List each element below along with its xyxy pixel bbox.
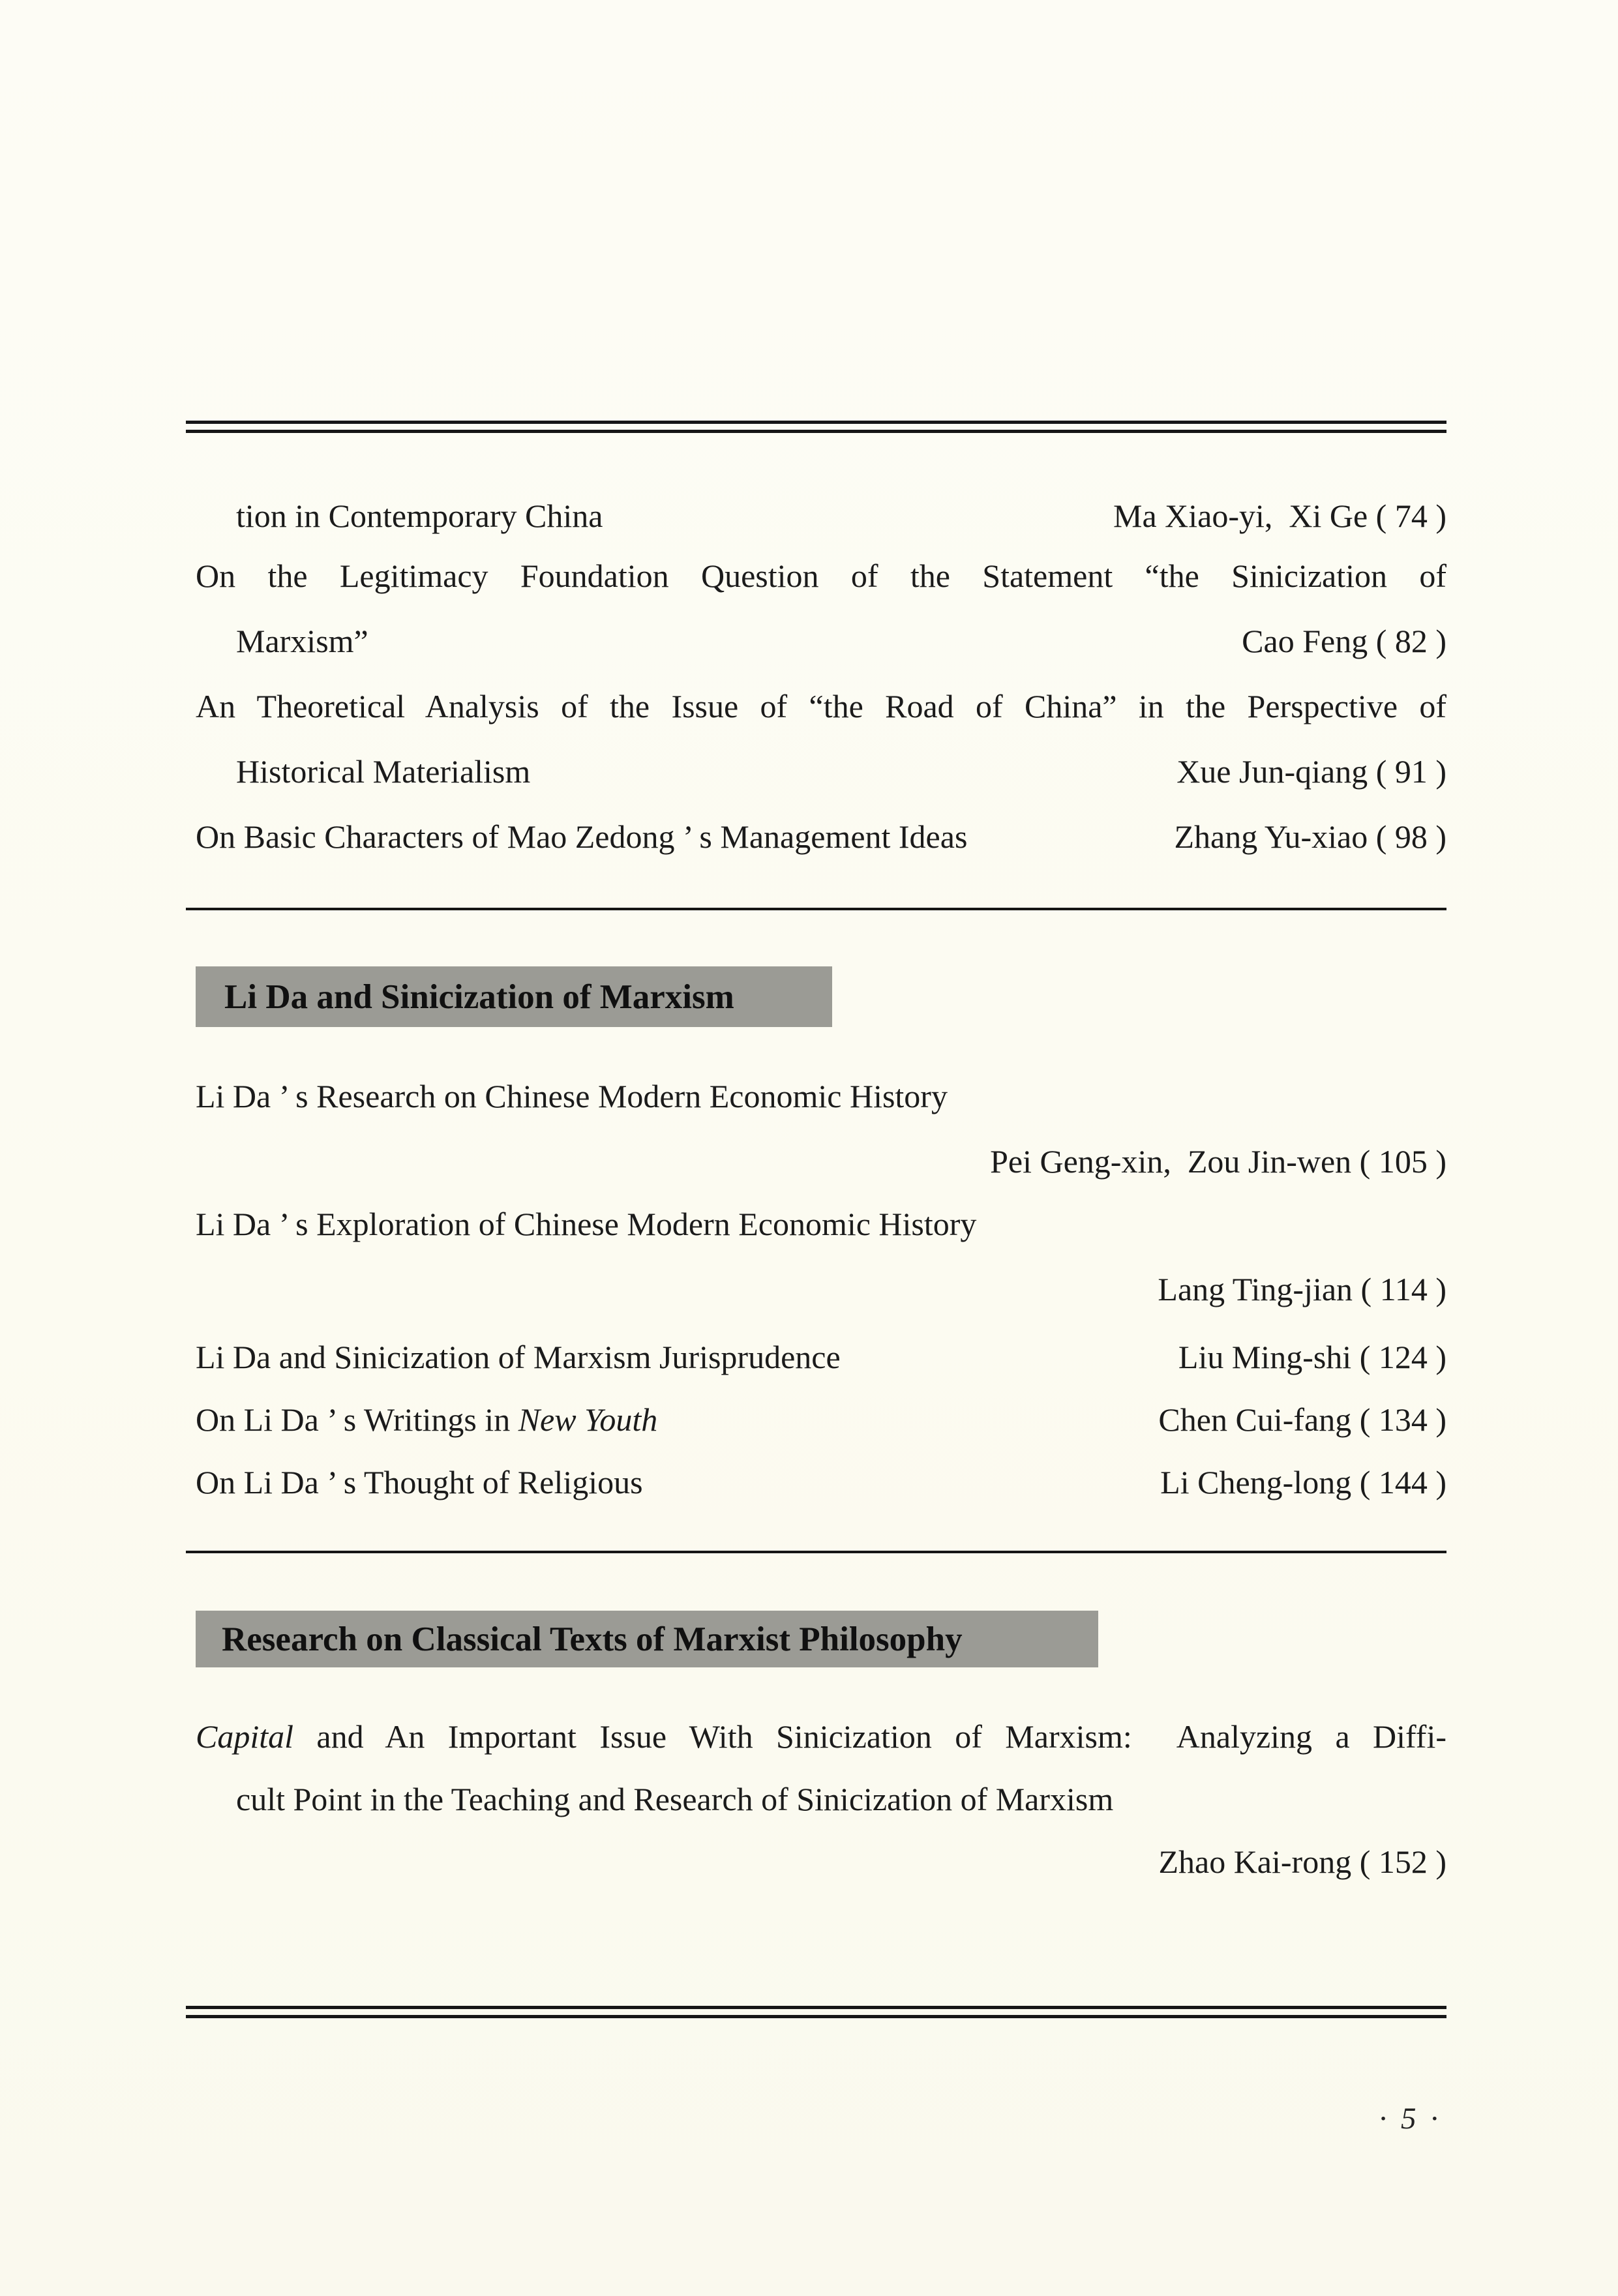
section-divider-rule bbox=[186, 908, 1446, 910]
toc-entry-line bbox=[196, 623, 1446, 659]
top-double-rule-lower bbox=[186, 430, 1446, 433]
entry-title: Li Da ’ s Exploration of Chinese Modern Economic History bbox=[196, 1206, 977, 1242]
entry-title: cult Point in the Teaching and Research of Sinicization of Marxism bbox=[236, 1781, 1114, 1817]
toc-entry-line bbox=[196, 558, 1446, 594]
toc-entry-line bbox=[196, 498, 1446, 534]
entry-title: Li Da and Sinicization of Marxism Jurisprudence bbox=[196, 1339, 841, 1375]
toc-entry-line bbox=[196, 1143, 1446, 1180]
bottom-double-rule-upper bbox=[186, 2006, 1446, 2009]
entry-author-page: Pei Geng-xin, Zou Jin-wen ( 105 ) bbox=[990, 1143, 1446, 1180]
toc-entry-line bbox=[196, 753, 1446, 790]
top-double-rule-upper bbox=[186, 421, 1446, 424]
entry-title: Historical Materialism bbox=[236, 753, 531, 790]
entry-title: An Theoretical Analysis of the Issue of “the Road of China” in the Perspective of bbox=[196, 688, 1446, 724]
entry-title-italic: Capital bbox=[196, 1718, 294, 1755]
toc-entry-line bbox=[196, 1078, 1446, 1114]
section-header-band bbox=[196, 1611, 1098, 1667]
entry-author-page: Ma Xiao-yi, Xi Ge ( 74 ) bbox=[1113, 498, 1446, 534]
toc-entry-line bbox=[196, 1339, 1446, 1375]
entry-author-page: Liu Ming-shi ( 124 ) bbox=[1178, 1339, 1446, 1375]
entry-author-page: Cao Feng ( 82 ) bbox=[1242, 623, 1446, 659]
section-header-title: Research on Classical Texts of Marxist Philosophy bbox=[222, 1620, 963, 1658]
section-header-band bbox=[196, 966, 832, 1027]
entry-title-italic: New Youth bbox=[518, 1401, 658, 1438]
entry-title-text: and An Important Issue With Sinicization of Marxism: Analyzing a Diffi- bbox=[293, 1718, 1446, 1755]
section-divider-rule bbox=[186, 1551, 1446, 1553]
toc-entry-line bbox=[196, 1464, 1446, 1500]
entry-title: Marxism” bbox=[236, 623, 368, 659]
toc-entry-line bbox=[196, 1718, 1446, 1755]
entry-title: On Li Da ’ s Thought of Religious bbox=[196, 1464, 643, 1500]
entry-title bbox=[196, 1401, 657, 1438]
entry-author-page: Lang Ting-jian ( 114 ) bbox=[1158, 1271, 1446, 1307]
toc-entry-line bbox=[196, 1271, 1446, 1307]
entry-title-text: On Li Da ’ s Writings in bbox=[196, 1401, 518, 1438]
entry-title: tion in Contemporary China bbox=[236, 498, 603, 534]
toc-entry-line bbox=[196, 1843, 1446, 1880]
entry-title: On Basic Characters of Mao Zedong ’ s Management Ideas bbox=[196, 818, 968, 855]
entry-title: Li Da ’ s Research on Chinese Modern Economic History bbox=[196, 1078, 948, 1114]
toc-entry-line bbox=[196, 1401, 1446, 1438]
toc-entry-line bbox=[196, 818, 1446, 855]
page-number: · 5 · bbox=[1379, 2102, 1441, 2136]
toc-entry-line bbox=[196, 1781, 1446, 1817]
toc-entry-line bbox=[196, 1206, 1446, 1242]
bottom-double-rule-lower bbox=[186, 2015, 1446, 2018]
entry-author-page: Zhao Kai-rong ( 152 ) bbox=[1158, 1843, 1446, 1880]
entry-author-page: Li Cheng-long ( 144 ) bbox=[1160, 1464, 1446, 1500]
entry-author-page: Zhang Yu-xiao ( 98 ) bbox=[1174, 818, 1446, 855]
entry-title: On the Legitimacy Foundation Question of the Statement “the Sinicization of bbox=[196, 558, 1446, 594]
entry-author-page: Xue Jun-qiang ( 91 ) bbox=[1176, 753, 1446, 790]
section-header-title: Li Da and Sinicization of Marxism bbox=[224, 977, 734, 1016]
entry-author-page: Chen Cui-fang ( 134 ) bbox=[1158, 1401, 1446, 1438]
toc-entry-line bbox=[196, 688, 1446, 724]
